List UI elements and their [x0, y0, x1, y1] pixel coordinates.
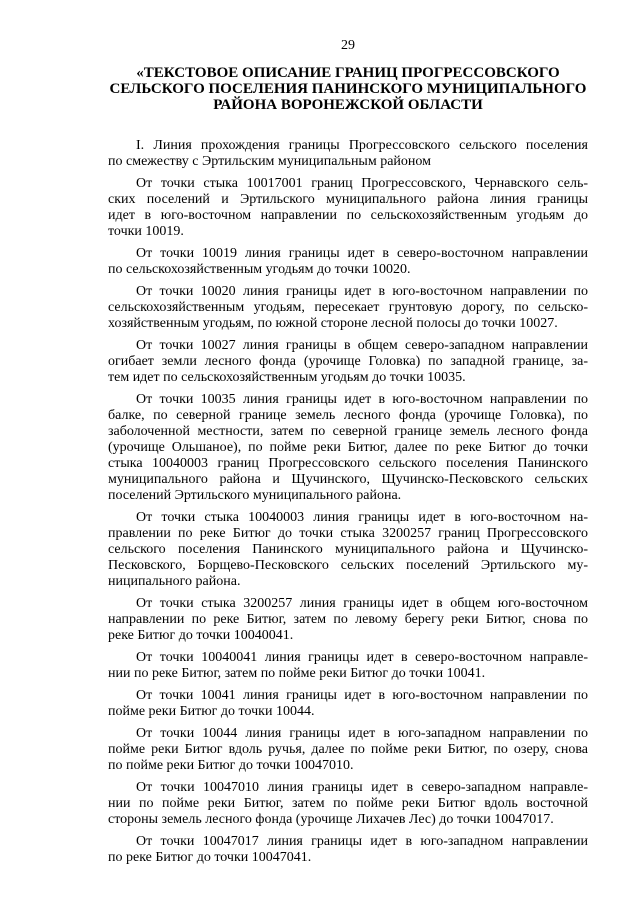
document-title	[108, 65, 588, 113]
document-body	[108, 138, 588, 866]
paragraph-line: (урочище Ольшаное), по пойме реки Битюг, далее по реке Битюг до точки	[108, 440, 588, 455]
paragraph-line: по смежеству с Эртильским муниципальным районом	[108, 154, 431, 169]
paragraph-line: От точки стыка 10017001 границ Прогрессовского, Чернавского сель-	[136, 176, 588, 191]
paragraph-line: тем идет по сельскохозяйственным угодьям до точки 10035.	[108, 370, 466, 385]
paragraph-line: От точки 10040041 линия границы идет в северо-восточном направле-	[136, 650, 588, 665]
paragraph-line: От точки стыка 3200257 линия границы идет в общем юго-восточном	[136, 596, 588, 611]
paragraph-line: по реке Битюг до точки 10047041.	[108, 850, 312, 865]
paragraph	[108, 834, 588, 866]
paragraph-line: От точки 10047010 линия границы идет в северо-западном направле-	[136, 780, 588, 795]
paragraph-line: стороны земель лесного фонда (урочище Лихачев Лес) до точки 10047017.	[108, 812, 554, 827]
paragraph-line: балке, по северной границе земель лесного фонда (урочище Головка), по	[108, 408, 588, 423]
paragraph	[108, 650, 588, 682]
paragraph-line: От точки стыка 10040003 линия границы идет в юго-восточном на-	[136, 510, 588, 525]
paragraph-line: От точки 10047017 линия границы идет в юго-западном направлении	[136, 834, 588, 849]
paragraph-line: правлении по реке Битюг до точки стыка 3200257 границ Прогрессовского	[108, 526, 588, 541]
paragraph-line: муниципального района и Щучинского, Щучинско-Песковского сельских	[108, 472, 588, 487]
paragraph-line: Песковского, Борщево-Песковского сельских поселений Эртильского му-	[108, 558, 588, 573]
paragraph	[108, 780, 588, 828]
paragraph-line: сельского поселения Панинского муниципального района и Щучинско-	[108, 542, 588, 557]
paragraph-line: точки 10019.	[108, 224, 184, 239]
paragraph	[108, 246, 588, 278]
paragraph-line: От точки 10041 линия границы идет в юго-восточном направлении по	[136, 688, 588, 703]
paragraph	[108, 138, 588, 170]
paragraph-line: нии по реке Битюг, затем по пойме реки Битюг до точки 10041.	[108, 666, 486, 681]
paragraph-line: идет в юго-восточном направлении по сельскохозяйственным угодьям до	[108, 208, 588, 223]
paragraph-line: пойме реки Битюг вдоль ручья, далее по пойме реки Битюг, по озеру, снова	[108, 742, 588, 757]
paragraph-line: От точки 10044 линия границы идет в юго-западном направлении по	[136, 726, 588, 741]
title-line: РАЙОНА ВОРОНЕЖСКОЙ ОБЛАСТИ	[213, 97, 483, 113]
title-line: СЕЛЬСКОГО ПОСЕЛЕНИЯ ПАНИНСКОГО МУНИЦИПАЛЬНОГО	[109, 81, 587, 97]
paragraph-line: сельскохозяйственным угодьям, пересекает грунтовую дорогу, по сельско-	[108, 300, 588, 315]
paragraph	[108, 338, 588, 386]
paragraph	[108, 176, 588, 240]
paragraph-line: направлении по реке Битюг, затем по левому берегу реки Битюг, снова по	[108, 612, 588, 627]
paragraph-line: От точки 10035 линия границы идет в юго-восточном направлении по	[136, 392, 588, 407]
paragraph-line: ских поселений и Эртильского муниципального района линия границы	[108, 192, 588, 207]
paragraph-line: огибает земли лесного фонда (урочище Головка) по западной границе, за-	[108, 354, 588, 369]
paragraph	[108, 392, 588, 504]
paragraph-line: поселений Эртильского муниципального района.	[108, 488, 402, 503]
paragraph	[108, 688, 588, 720]
paragraph-line: реке Битюг до точки 10040041.	[108, 628, 294, 643]
paragraph-line: От точки 10020 линия границы идет в юго-восточном направлении по	[136, 284, 588, 299]
paragraph-line: пойме реки Битюг до точки 10044.	[108, 704, 315, 719]
paragraph	[108, 284, 588, 332]
paragraph-line: хозяйственным угодьям, по южной стороне лесной полосы до точки 10027.	[108, 316, 558, 331]
paragraph-line: От точки 10027 линия границы в общем северо-западном направлении	[136, 338, 588, 353]
page-number: 29	[341, 38, 355, 53]
paragraph-line: ниципального района.	[108, 574, 241, 589]
paragraph	[108, 726, 588, 774]
paragraph-line: заболоченной местности, затем по северной границе земель лесного фонда	[108, 424, 588, 439]
paragraph-line: по пойме реки Битюг до точки 10047010.	[108, 758, 354, 773]
paragraph-line: стыка 10040003 границ Прогрессовского сельского поселения Панинского	[108, 456, 588, 471]
paragraph-line: От точки 10019 линия границы идет в северо-восточном направлении	[136, 246, 588, 261]
title-line: «ТЕКСТОВОЕ ОПИСАНИЕ ГРАНИЦ ПРОГРЕССОВСКОГО	[136, 65, 560, 81]
paragraph-line: I. Линия прохождения границы Прогрессовского сельского поселения	[136, 138, 588, 153]
document-page	[108, 38, 588, 872]
paragraph-line: нии по пойме реки Битюг, затем по пойме реки Битюг вдоль восточной	[108, 796, 588, 811]
paragraph	[108, 510, 588, 590]
paragraph-line: по сельскохозяйственным угодьям до точки 10020.	[108, 262, 411, 277]
paragraph	[108, 596, 588, 644]
